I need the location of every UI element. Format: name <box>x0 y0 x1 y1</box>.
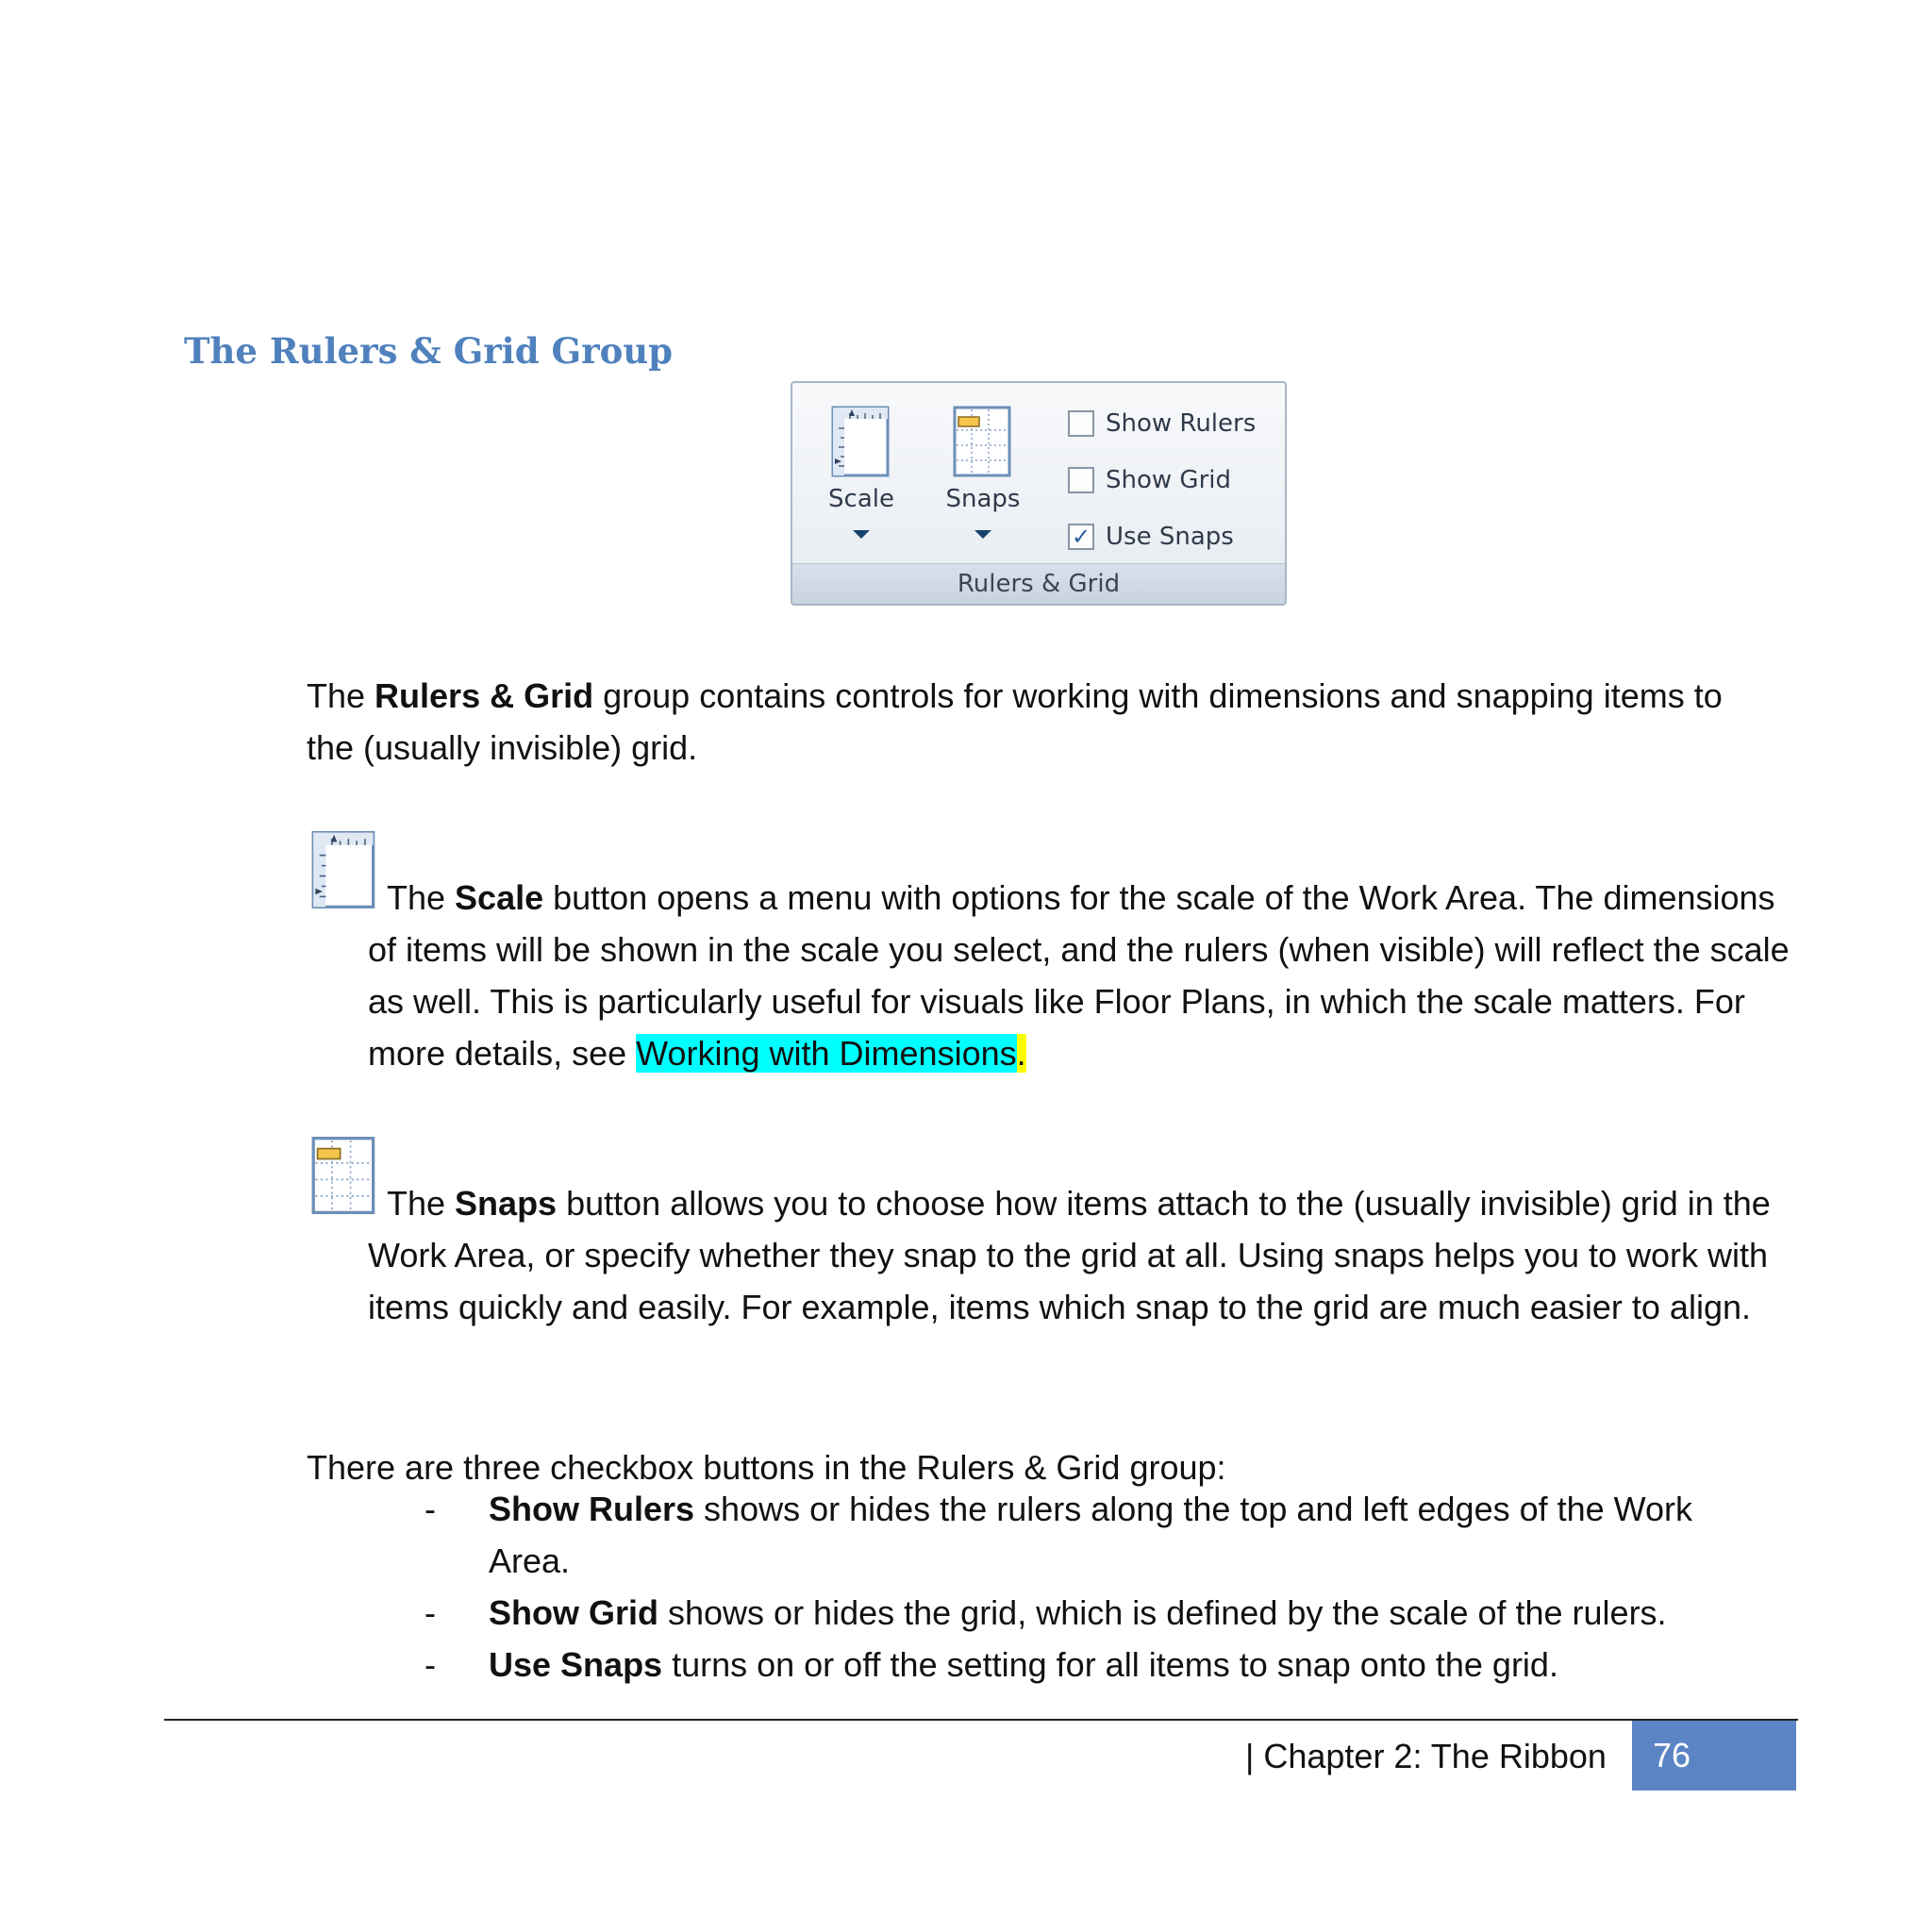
scale-button[interactable] <box>819 400 904 539</box>
show-rulers-checkbox[interactable] <box>1068 408 1256 440</box>
list-item <box>425 1587 1745 1639</box>
checkbox-list <box>425 1483 1745 1690</box>
checkbox-unchecked-icon <box>1068 467 1094 493</box>
ribbon-group-label: Rulers & Grid <box>792 563 1285 604</box>
bullet-dash: - <box>425 1645 436 1684</box>
scale-paragraph <box>368 872 1792 1079</box>
show-grid-label: Show Grid <box>1106 466 1231 494</box>
show-grid-checkbox[interactable] <box>1068 464 1231 496</box>
snaps-icon <box>311 1136 374 1211</box>
snaps-text: The <box>387 1184 456 1223</box>
snaps-icon <box>953 406 1013 477</box>
page-number: 76 <box>1632 1721 1796 1790</box>
scale-period: . <box>1016 1034 1026 1073</box>
checkbox-intro: There are three checkbox buttons in the Rulers & Grid group: <box>307 1448 1226 1487</box>
bullet-text: shows or hides the grid, which is defined by the scale of the rulers. <box>658 1593 1667 1632</box>
checkbox-unchecked-icon <box>1068 410 1094 437</box>
chevron-down-icon <box>974 530 991 539</box>
bullet-bold: Use Snaps <box>489 1645 663 1684</box>
chevron-down-icon <box>853 530 870 539</box>
snaps-bold: Snaps <box>455 1184 558 1223</box>
intro-bold: Rulers & Grid <box>375 676 594 715</box>
bullet-bold: Show Grid <box>489 1593 658 1632</box>
intro-paragraph <box>307 670 1778 774</box>
bullet-dash: - <box>425 1490 436 1528</box>
checkbox-checked-icon: ✓ <box>1068 524 1094 550</box>
bullet-text: shows or hides the rulers along the top and left edges of the Work Area. <box>489 1490 1693 1580</box>
scale-text: The <box>387 878 456 917</box>
snaps-text: button allows you to choose how items attach to the (usually invisible) grid in the Work Area, or specify whether they snap to the grid at all. Using snaps helps you to work with items quickly and easily. For example, items which snap to the grid are much easier to align. <box>368 1184 1771 1326</box>
working-with-dimensions-link[interactable]: Working with Dimensions <box>636 1034 1017 1073</box>
ribbon-group-rulers-grid <box>791 381 1287 606</box>
scale-icon <box>831 406 891 477</box>
list-item <box>425 1483 1745 1587</box>
snaps-button[interactable] <box>941 400 1025 539</box>
section-heading: The Rulers & Grid Group <box>184 330 674 372</box>
bullet-text: turns on or off the setting for all items to snap onto the grid. <box>662 1645 1558 1684</box>
use-snaps-checkbox[interactable] <box>1068 521 1234 553</box>
scale-bold: Scale <box>455 878 544 917</box>
list-item <box>425 1639 1745 1690</box>
use-snaps-label: Use Snaps <box>1106 523 1234 551</box>
bullet-bold: Show Rulers <box>489 1490 695 1528</box>
show-rulers-label: Show Rulers <box>1106 409 1257 438</box>
intro-text: group contains controls for working with dimensions and snapping items to the (usually invisible) grid. <box>307 676 1723 767</box>
snaps-button-label: Snaps <box>945 485 1021 513</box>
snaps-paragraph <box>368 1177 1783 1333</box>
bullet-dash: - <box>425 1593 436 1632</box>
scale-text: button opens a menu with options for the scale of the Work Area. The dimensions of items will be shown in the scale you select, and the rulers (when visible) will reflect the scale as well. This is particularly useful for visuals like Floor Plans, in which the scale matters. For more details, see <box>368 878 1790 1073</box>
intro-text: The <box>307 676 375 715</box>
scale-icon <box>311 830 374 906</box>
scale-button-label: Scale <box>828 485 894 513</box>
footer-rule <box>164 1719 1798 1721</box>
footer-chapter: | Chapter 2: The Ribbon <box>1245 1737 1607 1775</box>
